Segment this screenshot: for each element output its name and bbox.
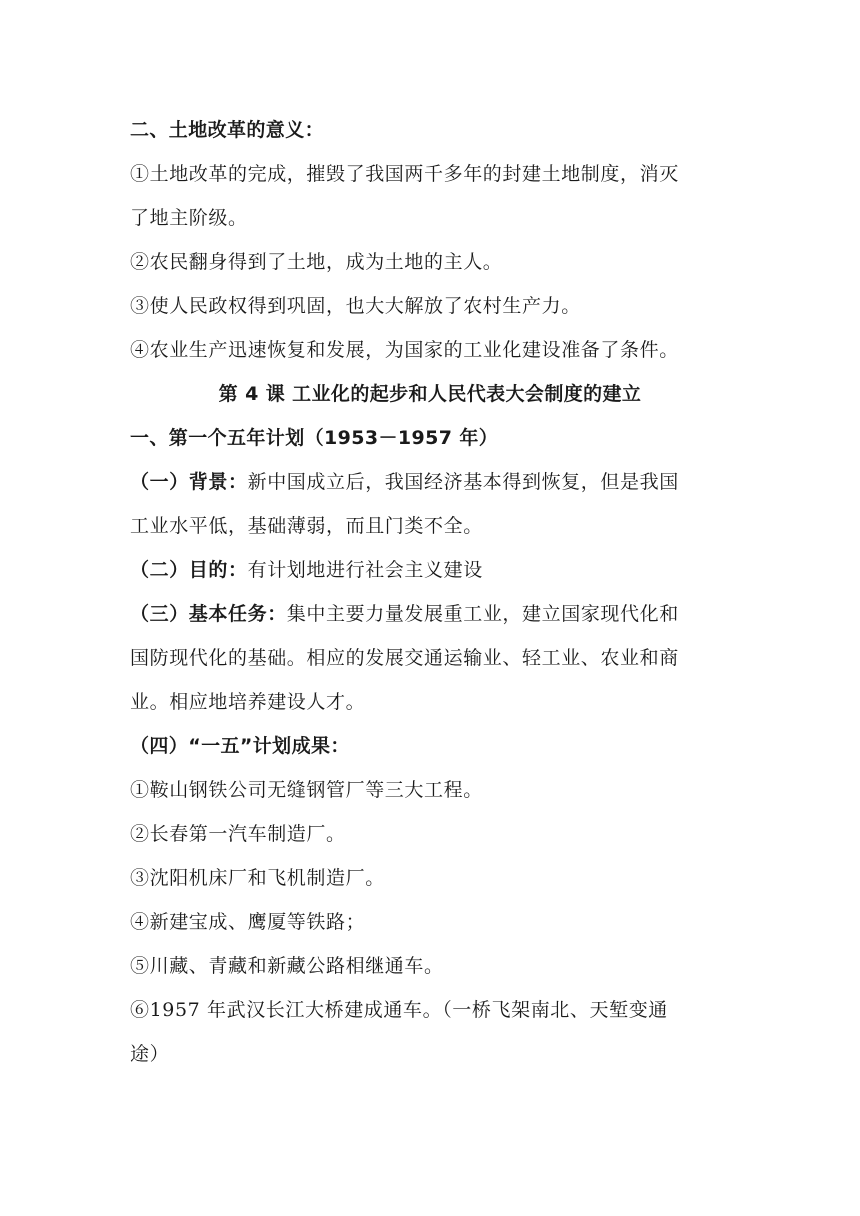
background-text: 新中国成立后，我国经济基本得到恢复，但是我国 — [247, 471, 679, 493]
paragraph-line: ③使人民政权得到巩固，也大大解放了农村生产力。 — [130, 295, 581, 317]
section-heading-land-reform-significance: 二、土地改革的意义： — [130, 119, 325, 141]
list-item: ③沈阳机床厂和飞机制造厂。 — [130, 867, 385, 889]
paragraph-line: 工业水平低，基础薄弱，而且门类不全。 — [130, 515, 483, 537]
paragraph-line: ④农业生产迅速恢复和发展，为国家的工业化建设准备了条件。 — [130, 339, 679, 361]
tasks-text: 集中主要力量发展重工业，建立国家现代化和 — [286, 603, 679, 625]
paragraph-line: ②农民翻身得到了土地，成为土地的主人。 — [130, 251, 503, 273]
list-item: ①鞍山钢铁公司无缝钢管厂等三大工程。 — [130, 779, 483, 801]
tasks-label: （三）基本任务： — [130, 603, 287, 625]
list-item: ⑥1957 年武汉长江大桥建成通车。（一桥飞架南北、天堑变通 — [130, 999, 668, 1021]
section-heading-first-five-year-plan: 一、第一个五年计划（1953－1957 年） — [130, 427, 499, 449]
document-page — [130, 108, 730, 1076]
paragraph-line: 业。相应地培养建设人才。 — [130, 691, 366, 713]
paragraph-line: ①土地改革的完成，摧毁了我国两千多年的封建土地制度，消灭 — [130, 163, 679, 185]
purpose-label: （二）目的： — [130, 559, 248, 581]
lesson-title: 第 4 课 工业化的起步和人民代表大会制度的建立 — [218, 383, 642, 405]
list-item: ④新建宝成、鹰厦等铁路； — [130, 911, 366, 933]
background-label: （一）背景： — [130, 471, 248, 493]
paragraph-line: 了地主阶级。 — [130, 207, 248, 229]
paragraph-line: 国防现代化的基础。相应的发展交通运输业、轻工业、农业和商 — [130, 647, 679, 669]
list-item: ②长春第一汽车制造厂。 — [130, 823, 346, 845]
results-heading: （四）“一五”计划成果： — [130, 735, 350, 757]
list-item: 途） — [130, 1043, 170, 1065]
paragraph-line — [130, 548, 730, 592]
paragraph-line — [130, 592, 730, 636]
list-item: ⑤川藏、青藏和新藏公路相继通车。 — [130, 955, 444, 977]
paragraph-line — [130, 460, 730, 504]
purpose-text: 有计划地进行社会主义建设 — [247, 559, 483, 581]
